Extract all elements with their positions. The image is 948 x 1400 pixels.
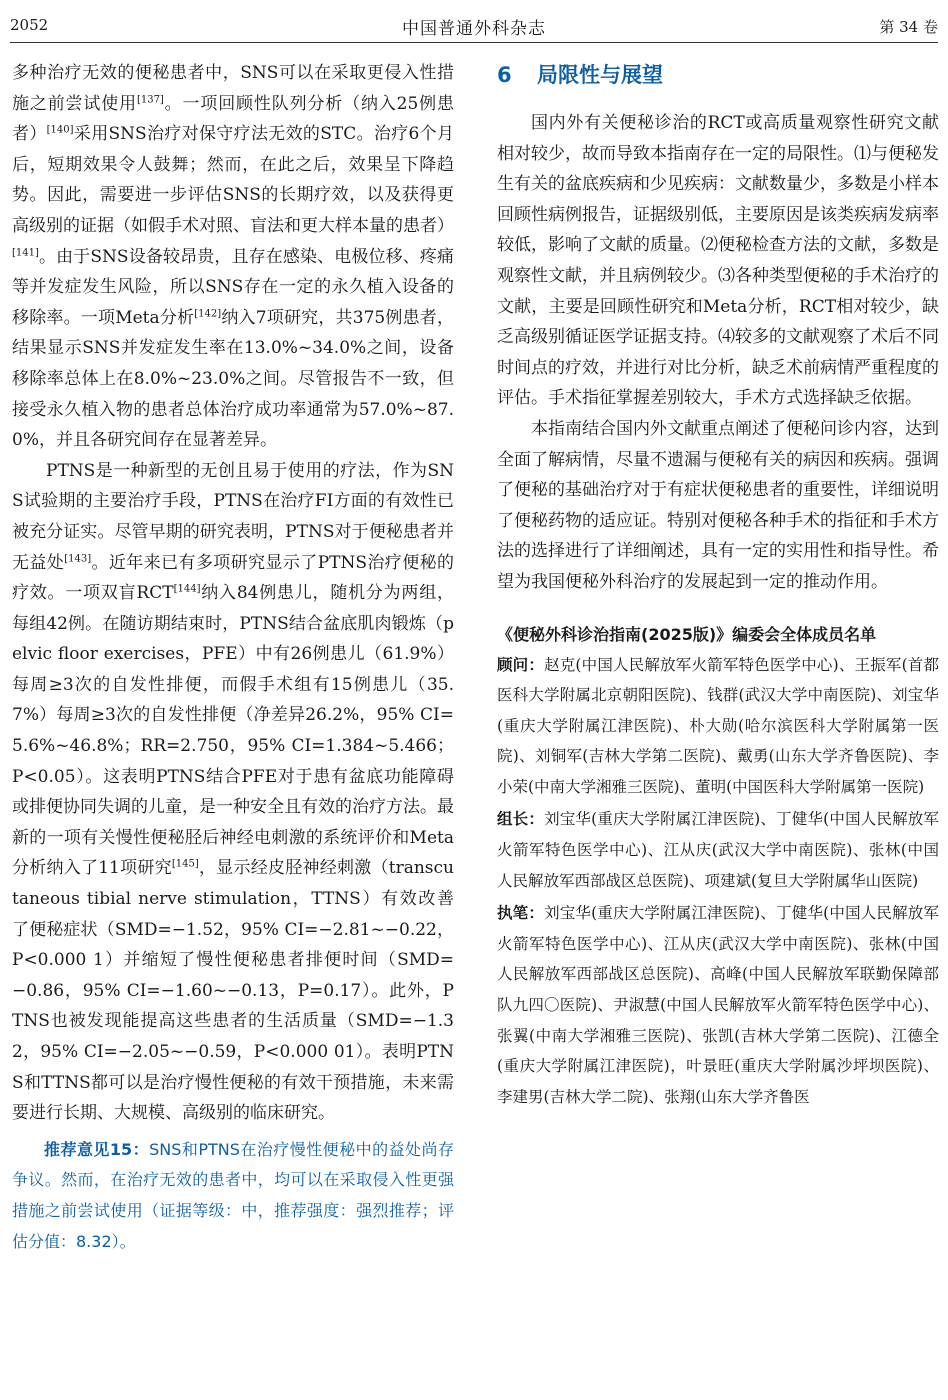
role-label: 顾问： [497, 655, 545, 674]
citation[interactable]: [144] [173, 583, 201, 595]
outlook-paragraph: 本指南结合国内外文献重点阐述了便秘问诊内容，达到全面了解病情，尽量不遗漏与便秘有关的病因和疾病。强调了便秘的基础治疗对于有症状便秘患者的重要性，详细说明了便秘药物的适应证。特别对便秘各种手术的指征和手术方法的选择进行了详细阐述，具有一定的实用性和指导性。希望为我国便秘外科治疗的发展起到一定的推动作用。 [497, 418, 939, 592]
leaders-list: 组长：刘宝华(重庆大学附属江津医院)、丁健华(中国人民解放军火箭军特色医学中心)、江从庆(武汉大学中南医院)、张林(中国人民解放军西部战区总医院)、项建斌(复旦大学附属华山医院) [497, 810, 939, 890]
writers-list: 执笔：刘宝华(重庆大学附属江津医院)、丁健华(中国人民解放军火箭军特色医学中心)、江从庆(武汉大学中南医院)、张林(中国人民解放军西部战区总医院)、高峰(中国人民解放军联勤保障部队九四〇医院)、尹淑慧(中国人民解放军火箭军特色医学中心)、张翼(中南大学湘雅三医院)、张凯(吉林大学第二医院)、江德全(重庆大学附属江津医院)，叶景旺(重庆大学附属沙坪坝医院)、李建男(吉林大学二院)、张翔(山东大学齐鲁医 [497, 904, 939, 1106]
journal-title: 中国普通外科杂志 [402, 19, 546, 39]
page-number: 2052 [10, 16, 49, 34]
recommendation-15 [12, 1135, 454, 1257]
right-column [497, 58, 939, 1112]
role-label: 组长： [497, 810, 545, 829]
recommendation-text: SNS和PTNS在治疗慢性便秘中的益处尚存争议。然而，在治疗无效的患者中，均可以在采取侵入性更强措施之前尝试使用（证据等级：中，推荐强度：强烈推荐；评估分值：8.32）。 [12, 1139, 454, 1251]
section-number: 6 [497, 63, 512, 87]
advisors-list: 顾问：赵克(中国人民解放军火箭军特色医学中心)、王振军(首都医科大学附属北京朝阳医院)、钱群(武汉大学中南医院)、刘宝华(重庆大学附属江津医院)、朴大勋(哈尔滨医科大学附属第一医院)、刘铜军(吉林大学第二医院)、戴勇(山东大学齐鲁医院)、李小荣(中南大学湘雅三医院)、董明(中国医科大学附属第一医院) [497, 655, 939, 796]
section-heading [497, 58, 939, 98]
citation[interactable]: [142] [194, 308, 222, 320]
recommendation-label: 推荐意见15： [44, 1139, 150, 1159]
citation[interactable]: [145] [171, 858, 199, 870]
left-column [12, 58, 454, 1257]
ptns-paragraph: PTNS是一种新型的无创且易于使用的疗法，作为SNS试验期的主要治疗手段，PTNS在治疗FI方面的有效性已被充分证实。尽管早期的研究表明，PTNS对于便秘患者并无益处[143]。近年来已有多项研究显示了PTNS治疗便秘的疗效。一项双盲RCT[144]纳入84例患儿，随机分为两组，每组42例。在随访期结束时，PTNS结合盆底肌肉锻炼（pelvic floor exercises，PFE）中有26例患儿（61.9%）每周≥3次的自发性排便，而假手术组有15例患儿（35.7%）每周≥3次的自发性排便（净差异26.2%，95% CI=5.6%~46.8%；RR=2.750，95% CI=1.384~5.466；P<0.05）。这表明PTNS结合PFE对于患有盆底功能障碍或排便协同失调的儿童，是一种安全且有效的治疗方法。最新的一项有关慢性便秘胫后神经电刺激的系统评价和Meta分析纳入了11项研究[145]，显示经皮胫神经刺激（transcutaneous tibial nerve stimulation，TTNS）有效改善了便秘症状（SMD=−1.52，95% CI=−2.81~−0.22，P<0.000 1）并缩短了慢性便秘患者排便时间（SMD=−0.86，95% CI=−1.60~−0.13，P=0.17）。此外，PTNS也被发现能提高这些患者的生活质量（SMD=−1.32，95% CI=−2.05~−0.59，P<0.000 01）。表明PTNS和TTNS都可以是治疗慢性便秘的有效干预措施，未来需要进行长期、大规模、高级别的临床研究。 [12, 460, 454, 1124]
citation[interactable]: [140] [46, 124, 74, 136]
committee-members-title: 《便秘外科诊治指南(2025版)》编委会全体成员名单 [497, 624, 877, 644]
citation[interactable]: [141] [12, 246, 39, 258]
volume-label: 第 34 卷 [879, 18, 938, 36]
sns-paragraph: 多种治疗无效的便秘患者中，SNS可以在采取更侵入性措施之前尝试使用[137]。一项回顾性队列分析（纳入25例患者）[140]采用SNS治疗对保守疗法无效的STC。治疗6个月后，短期效果令人鼓舞；然而，在此之后，效果呈下降趋势。因此，需要进一步评估SNS的长期疗效，以及获得更高级别的证据（如假手术对照、盲法和更大样本量的患者）[141]。由于SNS设备较昂贵，且存在感染、电极位移、疼痛等并发症发生风险，所以SNS存在一定的永久植入设备的移除率。一项Meta分析[142]纳入7项研究，共375例患者，结果显示SNS并发症发生率在13.0%~34.0%之间，设备移除率总体上在8.0%~23.0%之间。尽管报告不一致，但接受永久植入物的患者总体治疗成功率通常为57.0%~87.0%，并且各研究间存在显著差异。 [12, 63, 455, 451]
citation[interactable]: [143] [64, 552, 92, 564]
section-title: 局限性与展望 [537, 63, 663, 87]
header-rule [10, 42, 938, 43]
role-label: 执笔： [497, 904, 545, 923]
limitations-paragraph: 国内外有关便秘诊治的RCT或高质量观察性研究文献相对较少，故而导致本指南存在一定的局限性。⑴与便秘发生有关的盆底疾病和少见疾病：文献数量少，多数是小样本回顾性病例报告，证据级别低，主要原因是该类疾病发病率较低，影响了文献的质量。⑵便秘检查方法的文献，多数是观察性文献，并且病例较少。⑶各种类型便秘的手术治疗的文献，主要是回顾性研究和Meta分析，RCT相对较少，缺乏高级别循证医学证据支持。⑷较多的文献观察了术后不同时间点的疗效，并进行对比分析，缺乏术前病情严重程度的评估。手术指征掌握差别较大，手术方式选择缺乏依据。 [497, 113, 939, 409]
citation[interactable]: [137] [136, 93, 164, 105]
